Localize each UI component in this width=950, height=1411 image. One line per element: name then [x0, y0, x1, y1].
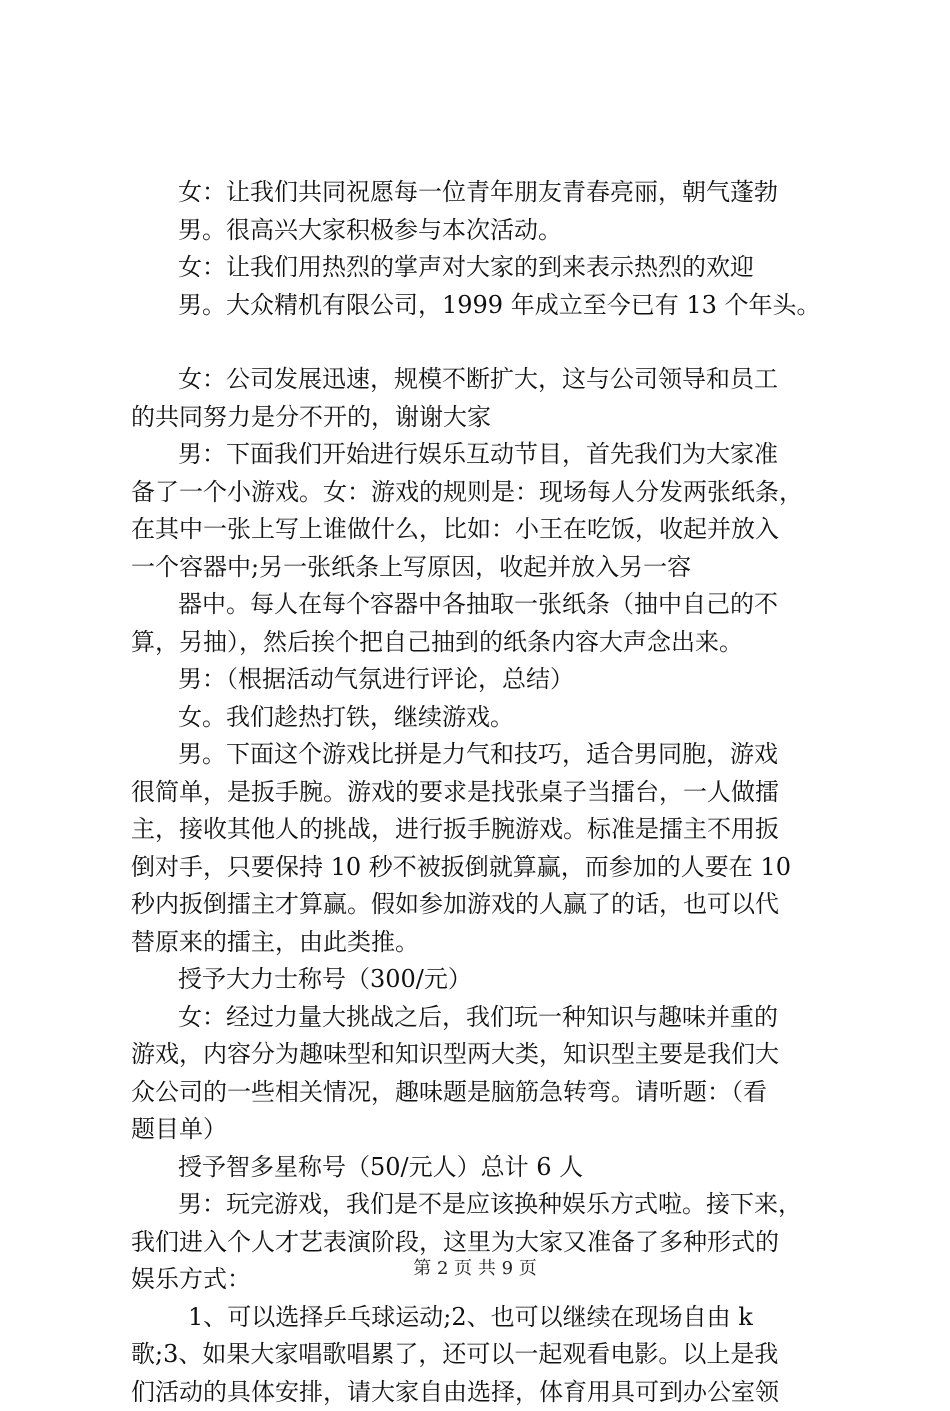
- text-line: 男。下面这个游戏比拼是力气和技巧，适合男同胞，游戏: [131, 736, 831, 774]
- page-footer: 第 2 页 共 9 页: [0, 1254, 950, 1280]
- text-line: 主，接收其他人的挑战，进行扳手腕游戏。标准是擂主不用扳: [131, 811, 831, 849]
- paragraph-gap: [131, 324, 831, 361]
- text-line: 算，另抽），然后挨个把自己抽到的纸条内容大声念出来。: [131, 624, 831, 662]
- text-line: 娱乐方式：: [131, 1261, 831, 1299]
- text-line: 授予大力士称号（300/元）: [131, 961, 831, 999]
- text-line: 游戏，内容分为趣味型和知识型两大类，知识型主要是我们大: [131, 1036, 831, 1074]
- text-line: 们活动的具体安排，请大家自由选择，体育用具可到办公室领: [131, 1374, 831, 1411]
- document-body: [131, 174, 831, 1411]
- text-line: 众公司的一些相关情况，趣味题是脑筋急转弯。请听题：（看: [131, 1074, 831, 1112]
- text-line: 秒内扳倒擂主才算赢。假如参加游戏的人赢了的话，也可以代: [131, 886, 831, 924]
- text-line: 男。大众精机有限公司，1999 年成立至今已有 13 个年头。: [131, 287, 831, 325]
- text-line: 男：下面我们开始进行娱乐互动节目，首先我们为大家准: [131, 436, 831, 474]
- text-line: 女：公司发展迅速，规模不断扩大，这与公司领导和员工: [131, 361, 831, 399]
- text-line: 倒对手，只要保持 10 秒不被扳倒就算赢，而参加的人要在 10: [131, 849, 831, 887]
- text-line: 的共同努力是分不开的，谢谢大家: [131, 399, 831, 437]
- text-line: 一个容器中;另一张纸条上写原因，收起并放入另一容: [131, 549, 831, 587]
- text-line: 女：让我们共同祝愿每一位青年朋友青春亮丽，朝气蓬勃: [131, 174, 831, 212]
- text-line: 男：玩完游戏，我们是不是应该换种娱乐方式啦。接下来，: [131, 1186, 831, 1224]
- text-line: 替原来的擂主，由此类推。: [131, 924, 831, 962]
- text-line: 男。很高兴大家积极参与本次活动。: [131, 212, 831, 250]
- text-line: 在其中一张上写上谁做什么，比如：小王在吃饭，收起并放入: [131, 511, 831, 549]
- text-line: 女：让我们用热烈的掌声对大家的到来表示热烈的欢迎: [131, 249, 831, 287]
- text-line: 女：经过力量大挑战之后，我们玩一种知识与趣味并重的: [131, 999, 831, 1037]
- text-line: 题目单）: [131, 1111, 831, 1149]
- text-line: 授予智多星称号（50/元人）总计 6 人: [131, 1149, 831, 1187]
- text-line: 我们进入个人才艺表演阶段，这里为大家又准备了多种形式的: [131, 1224, 831, 1262]
- text-line: 备了一个小游戏。女：游戏的规则是：现场每人分发两张纸条，: [131, 474, 831, 512]
- text-line: 男：（根据活动气氛进行评论，总结）: [131, 661, 831, 699]
- text-line: 很简单，是扳手腕。游戏的要求是找张桌子当擂台，一人做擂: [131, 774, 831, 812]
- text-line: 1、可以选择乒乓球运动;2、也可以继续在现场自由 k: [131, 1299, 831, 1337]
- text-line: 器中。每人在每个容器中各抽取一张纸条（抽中自己的不: [131, 586, 831, 624]
- text-line: 歌;3、如果大家唱歌唱累了，还可以一起观看电影。以上是我: [131, 1336, 831, 1374]
- text-line: 女。我们趁热打铁，继续游戏。: [131, 699, 831, 737]
